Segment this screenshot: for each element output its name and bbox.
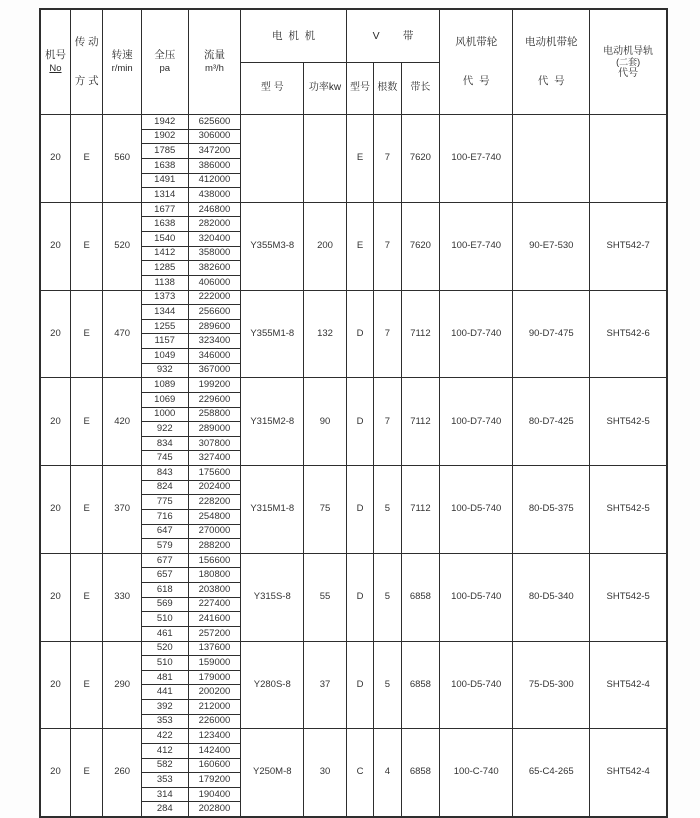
pressure-cell: 843 xyxy=(141,466,188,481)
col-header-rail-l2: (二套) xyxy=(616,56,641,67)
flow-cell: 142400 xyxy=(188,743,241,758)
vbelt-count-cell: 7 xyxy=(374,290,401,378)
col-header-rail-l1: 电动机导轨 xyxy=(603,45,654,57)
motor-power-cell: 30 xyxy=(304,729,347,817)
pressure-cell: 1049 xyxy=(141,349,188,364)
vbelt-length-cell: 7112 xyxy=(401,290,440,378)
flow-cell: 156600 xyxy=(188,553,241,568)
motor-pulley-cell: 80-D5-340 xyxy=(513,553,590,641)
flow-cell: 257200 xyxy=(188,626,241,641)
flow-cell: 386000 xyxy=(188,158,241,173)
flow-cell: 306000 xyxy=(188,129,241,144)
col-header-vbelt-length: 带长 xyxy=(401,62,440,114)
pressure-cell: 824 xyxy=(141,480,188,495)
flow-cell: 289600 xyxy=(188,319,241,334)
vbelt-count-cell: 5 xyxy=(374,641,401,729)
vbelt-count-cell: 5 xyxy=(374,553,401,641)
col-header-rail-l3: 代号 xyxy=(618,67,639,79)
drive-cell: E xyxy=(70,202,102,290)
vbelt-model-cell: C xyxy=(346,729,373,817)
speed-cell: 290 xyxy=(103,641,142,729)
motor-model-cell xyxy=(241,115,304,203)
flow-cell: 241600 xyxy=(188,612,241,627)
motor-power-cell: 37 xyxy=(304,641,347,729)
motor-pulley-cell: 80-D5-375 xyxy=(513,466,590,554)
flow-cell: 270000 xyxy=(188,524,241,539)
pressure-cell: 1000 xyxy=(141,407,188,422)
pressure-cell: 677 xyxy=(141,553,188,568)
flow-cell: 346000 xyxy=(188,349,241,364)
pressure-cell: 1373 xyxy=(141,290,188,305)
fan-spec-table xyxy=(39,8,668,818)
flow-cell: 246800 xyxy=(188,202,241,217)
flow-cell: 202400 xyxy=(188,480,241,495)
flow-cell: 289000 xyxy=(188,422,241,437)
pressure-cell: 392 xyxy=(141,700,188,715)
flow-cell: 175600 xyxy=(188,466,241,481)
rail-cell: SHT542-5 xyxy=(590,466,667,554)
table-row xyxy=(40,290,667,305)
rail-cell: SHT542-4 xyxy=(590,729,667,817)
motor-model-cell: Y315S-8 xyxy=(241,553,304,641)
flow-cell: 288200 xyxy=(188,539,241,554)
col-header-machine-no xyxy=(40,9,70,115)
pressure-cell: 775 xyxy=(141,495,188,510)
col-header-machine-no-l1: 机号 xyxy=(44,49,66,61)
flow-cell: 227400 xyxy=(188,597,241,612)
vbelt-count-cell: 7 xyxy=(374,115,401,203)
motor-pulley-cell: 80-D7-425 xyxy=(513,378,590,466)
motor-pulley-cell xyxy=(513,115,590,203)
flow-cell: 323400 xyxy=(188,334,241,349)
col-header-flow xyxy=(188,9,241,115)
vbelt-length-cell: 7112 xyxy=(401,378,440,466)
motor-model-cell: Y250M-8 xyxy=(241,729,304,817)
machine-no-cell: 20 xyxy=(40,202,70,290)
drive-cell: E xyxy=(70,466,102,554)
flow-cell: 160600 xyxy=(188,758,241,773)
flow-cell: 222000 xyxy=(188,290,241,305)
pressure-cell: 412 xyxy=(141,743,188,758)
motor-pulley-cell: 90-D7-475 xyxy=(513,290,590,378)
col-header-vbelt-count: 根数 xyxy=(374,62,401,114)
pressure-cell: 1540 xyxy=(141,232,188,247)
col-header-motor-pulley-l1: 电动机带轮 xyxy=(525,36,578,48)
speed-cell: 520 xyxy=(103,202,142,290)
flow-cell: 358000 xyxy=(188,246,241,261)
flow-cell: 180800 xyxy=(188,568,241,583)
pressure-cell: 1069 xyxy=(141,392,188,407)
pressure-cell: 1255 xyxy=(141,319,188,334)
drive-cell: E xyxy=(70,641,102,729)
pressure-cell: 1902 xyxy=(141,129,188,144)
flow-cell: 256600 xyxy=(188,305,241,320)
col-header-speed-l2: r/min xyxy=(111,63,133,74)
flow-cell: 412000 xyxy=(188,173,241,188)
pressure-cell: 510 xyxy=(141,612,188,627)
pressure-cell: 1638 xyxy=(141,217,188,232)
speed-cell: 470 xyxy=(103,290,142,378)
flow-cell: 202800 xyxy=(188,802,241,817)
pressure-cell: 353 xyxy=(141,773,188,788)
col-header-speed-l1: 转速 xyxy=(111,49,133,61)
fan-pulley-cell: 100-D5-740 xyxy=(440,641,513,729)
flow-cell: 367000 xyxy=(188,363,241,378)
fan-pulley-cell: 100-C-740 xyxy=(440,729,513,817)
flow-cell: 137600 xyxy=(188,641,241,656)
pressure-cell: 1138 xyxy=(141,275,188,290)
pressure-cell: 657 xyxy=(141,568,188,583)
pressure-cell: 353 xyxy=(141,714,188,729)
fan-pulley-cell: 100-D7-740 xyxy=(440,290,513,378)
vbelt-model-cell: D xyxy=(346,553,373,641)
fan-pulley-cell: 100-D5-740 xyxy=(440,466,513,554)
pressure-cell: 461 xyxy=(141,626,188,641)
vbelt-model-cell: D xyxy=(346,378,373,466)
motor-power-cell xyxy=(304,115,347,203)
table-row xyxy=(40,641,667,656)
pressure-cell: 932 xyxy=(141,363,188,378)
table-row xyxy=(40,378,667,393)
motor-model-cell: Y355M1-8 xyxy=(241,290,304,378)
pressure-cell: 1491 xyxy=(141,173,188,188)
pressure-cell: 422 xyxy=(141,729,188,744)
fan-pulley-cell: 100-D7-740 xyxy=(440,378,513,466)
fan-pulley-cell: 100-E7-740 xyxy=(440,115,513,203)
machine-no-cell: 20 xyxy=(40,641,70,729)
table-row xyxy=(40,729,667,744)
drive-cell: E xyxy=(70,378,102,466)
col-header-flow-l2: m³/h xyxy=(204,63,224,74)
pressure-cell: 834 xyxy=(141,436,188,451)
vbelt-model-cell: E xyxy=(346,115,373,203)
pressure-cell: 1412 xyxy=(141,246,188,261)
vbelt-length-cell: 7620 xyxy=(401,202,440,290)
pressure-cell: 1157 xyxy=(141,334,188,349)
motor-pulley-cell: 65-C4-265 xyxy=(513,729,590,817)
drive-cell: E xyxy=(70,729,102,817)
fan-pulley-cell: 100-D5-740 xyxy=(440,553,513,641)
vbelt-length-cell: 7112 xyxy=(401,466,440,554)
flow-cell: 282000 xyxy=(188,217,241,232)
pressure-cell: 569 xyxy=(141,597,188,612)
vbelt-count-cell: 7 xyxy=(374,378,401,466)
flow-cell: 199200 xyxy=(188,378,241,393)
speed-cell: 420 xyxy=(103,378,142,466)
motor-power-cell: 90 xyxy=(304,378,347,466)
col-header-drive xyxy=(70,9,102,115)
col-header-machine-no-l2: No xyxy=(49,63,62,74)
speed-cell: 560 xyxy=(103,115,142,203)
pressure-cell: 582 xyxy=(141,758,188,773)
col-header-motor-power: 功率kw xyxy=(304,62,347,114)
col-header-fan-pulley xyxy=(440,9,513,115)
spec-table-body xyxy=(40,115,667,817)
flow-cell: 228200 xyxy=(188,495,241,510)
pressure-cell: 1942 xyxy=(141,115,188,130)
pressure-cell: 1785 xyxy=(141,144,188,159)
flow-cell: 123400 xyxy=(188,729,241,744)
motor-power-cell: 132 xyxy=(304,290,347,378)
motor-model-cell: Y315M1-8 xyxy=(241,466,304,554)
vbelt-model-cell: D xyxy=(346,641,373,729)
flow-cell: 406000 xyxy=(188,275,241,290)
motor-pulley-cell: 75-D5-300 xyxy=(513,641,590,729)
vbelt-model-cell: D xyxy=(346,466,373,554)
motor-power-cell: 200 xyxy=(304,202,347,290)
col-header-fan-pulley-l2: 代 号 xyxy=(462,75,490,87)
pressure-cell: 922 xyxy=(141,422,188,437)
rail-cell xyxy=(590,115,667,203)
pressure-cell: 314 xyxy=(141,787,188,802)
flow-cell: 320400 xyxy=(188,232,241,247)
col-header-speed xyxy=(103,9,142,115)
flow-cell: 200200 xyxy=(188,685,241,700)
flow-cell: 203800 xyxy=(188,583,241,598)
pressure-cell: 510 xyxy=(141,656,188,671)
table-row xyxy=(40,553,667,568)
page xyxy=(0,8,700,814)
flow-cell: 438000 xyxy=(188,188,241,203)
col-header-motor-model: 型 号 xyxy=(241,62,304,114)
col-header-pressure-l2: pa xyxy=(159,63,171,74)
pressure-cell: 579 xyxy=(141,539,188,554)
flow-cell: 625600 xyxy=(188,115,241,130)
table-header xyxy=(40,9,667,115)
pressure-cell: 1677 xyxy=(141,202,188,217)
flow-cell: 327400 xyxy=(188,451,241,466)
col-header-rail xyxy=(590,9,667,115)
flow-cell: 382600 xyxy=(188,261,241,276)
col-header-vbelt-group: V 带 xyxy=(346,9,439,62)
motor-power-cell: 55 xyxy=(304,553,347,641)
speed-cell: 370 xyxy=(103,466,142,554)
machine-no-cell: 20 xyxy=(40,729,70,817)
flow-cell: 258800 xyxy=(188,407,241,422)
vbelt-count-cell: 5 xyxy=(374,466,401,554)
col-header-motor-pulley xyxy=(513,9,590,115)
speed-cell: 260 xyxy=(103,729,142,817)
pressure-cell: 520 xyxy=(141,641,188,656)
col-header-fan-pulley-l1: 风机带轮 xyxy=(455,36,498,48)
vbelt-length-cell: 7620 xyxy=(401,115,440,203)
vbelt-model-cell: D xyxy=(346,290,373,378)
table-row xyxy=(40,466,667,481)
machine-no-cell: 20 xyxy=(40,115,70,203)
drive-cell: E xyxy=(70,553,102,641)
col-header-drive-l2: 方 式 xyxy=(74,75,99,87)
table-row xyxy=(40,115,667,130)
pressure-cell: 745 xyxy=(141,451,188,466)
pressure-cell: 1285 xyxy=(141,261,188,276)
motor-model-cell: Y355M3-8 xyxy=(241,202,304,290)
flow-cell: 179200 xyxy=(188,773,241,788)
col-header-pressure-l1: 全压 xyxy=(154,49,176,61)
vbelt-count-cell: 7 xyxy=(374,202,401,290)
motor-model-cell: Y280S-8 xyxy=(241,641,304,729)
flow-cell: 212000 xyxy=(188,700,241,715)
machine-no-cell: 20 xyxy=(40,378,70,466)
drive-cell: E xyxy=(70,290,102,378)
rail-cell: SHT542-4 xyxy=(590,641,667,729)
motor-pulley-cell: 90-E7-530 xyxy=(513,202,590,290)
pressure-cell: 618 xyxy=(141,583,188,598)
vbelt-length-cell: 6858 xyxy=(401,553,440,641)
vbelt-count-cell: 4 xyxy=(374,729,401,817)
speed-cell: 330 xyxy=(103,553,142,641)
flow-cell: 229600 xyxy=(188,392,241,407)
vbelt-length-cell: 6858 xyxy=(401,641,440,729)
pressure-cell: 647 xyxy=(141,524,188,539)
vbelt-model-cell: E xyxy=(346,202,373,290)
pressure-cell: 1638 xyxy=(141,158,188,173)
pressure-cell: 1344 xyxy=(141,305,188,320)
fan-pulley-cell: 100-E7-740 xyxy=(440,202,513,290)
motor-model-cell: Y315M2-8 xyxy=(241,378,304,466)
motor-power-cell: 75 xyxy=(304,466,347,554)
flow-cell: 307800 xyxy=(188,436,241,451)
flow-cell: 159000 xyxy=(188,656,241,671)
pressure-cell: 1089 xyxy=(141,378,188,393)
flow-cell: 190400 xyxy=(188,787,241,802)
pressure-cell: 441 xyxy=(141,685,188,700)
rail-cell: SHT542-5 xyxy=(590,378,667,466)
pressure-cell: 284 xyxy=(141,802,188,817)
machine-no-cell: 20 xyxy=(40,553,70,641)
col-header-motor-pulley-l2: 代 号 xyxy=(537,75,565,87)
pressure-cell: 481 xyxy=(141,670,188,685)
flow-cell: 254800 xyxy=(188,509,241,524)
rail-cell: SHT542-7 xyxy=(590,202,667,290)
machine-no-cell: 20 xyxy=(40,466,70,554)
flow-cell: 226000 xyxy=(188,714,241,729)
flow-cell: 347200 xyxy=(188,144,241,159)
rail-cell: SHT542-5 xyxy=(590,553,667,641)
col-header-pressure xyxy=(141,9,188,115)
col-header-vbelt-model: 型号 xyxy=(346,62,373,114)
machine-no-cell: 20 xyxy=(40,290,70,378)
pressure-cell: 716 xyxy=(141,509,188,524)
drive-cell: E xyxy=(70,115,102,203)
vbelt-length-cell: 6858 xyxy=(401,729,440,817)
pressure-cell: 1314 xyxy=(141,188,188,203)
col-header-drive-l1: 传 动 xyxy=(74,36,99,48)
col-header-flow-l1: 流量 xyxy=(203,49,225,61)
col-header-motor-group: 电 机 机 xyxy=(241,9,347,62)
flow-cell: 179000 xyxy=(188,670,241,685)
table-row xyxy=(40,202,667,217)
rail-cell: SHT542-6 xyxy=(590,290,667,378)
